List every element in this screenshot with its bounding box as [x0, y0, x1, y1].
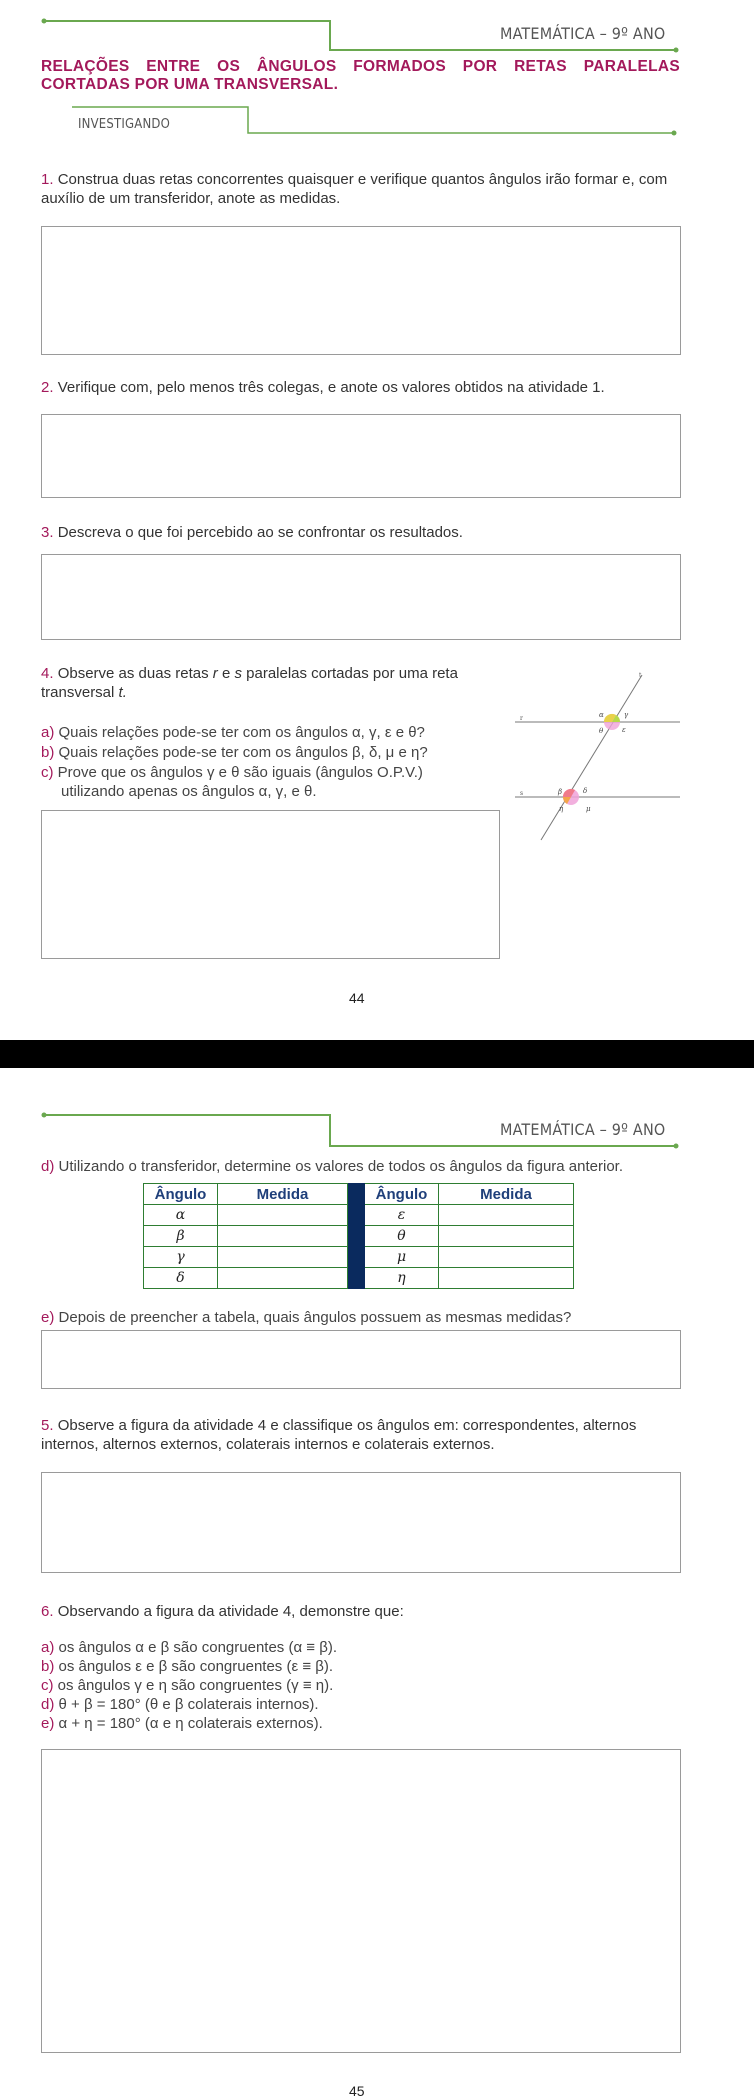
answer-box-3[interactable] — [41, 554, 681, 640]
question-4d-text: Utilizando o transferidor, determine os valores de todos os ângulos da figura anterior. — [58, 1158, 624, 1175]
question-4c-letter: c) — [41, 764, 54, 781]
question-6a — [41, 1638, 337, 1657]
measure-cell[interactable] — [218, 1205, 348, 1226]
question-3 — [41, 523, 681, 542]
angle-cell: γ — [144, 1247, 218, 1268]
angle-cell: ε — [365, 1205, 439, 1226]
question-3-text: Descreva o que foi percebido ao se confrontar os resultados. — [57, 524, 463, 541]
table-divider — [348, 1205, 365, 1226]
question-6c-letter: c) — [41, 1677, 54, 1694]
measure-cell[interactable] — [218, 1247, 348, 1268]
table-row — [144, 1268, 574, 1289]
label-r: r — [520, 715, 523, 722]
question-5 — [41, 1416, 681, 1454]
question-6e-letter: e) — [41, 1715, 55, 1732]
question-3-number: 3. — [41, 524, 54, 541]
page1-title: RELAÇÕES ENTRE OS ÂNGULOS FORMADOS POR RETAS PARALELAS CORTADAS POR UMA TRANSVERSAL. — [41, 58, 680, 93]
angles-table — [143, 1183, 574, 1289]
table-divider — [348, 1226, 365, 1247]
question-4d — [41, 1157, 701, 1176]
col-header-angle-1: Ângulo — [144, 1184, 218, 1205]
table-divider — [348, 1268, 365, 1289]
question-4e-letter: e) — [41, 1309, 55, 1326]
angle-cell: θ — [365, 1226, 439, 1247]
angle-cell: η — [365, 1268, 439, 1289]
question-4-text-b: paralelas cortadas por uma reta — [246, 665, 458, 682]
label-alpha: α — [599, 711, 604, 719]
parallel-lines-figure — [515, 672, 680, 840]
question-6-text: Observando a figura da atividade 4, demonstre que: — [57, 1603, 404, 1620]
question-5-text: Observe a figura da atividade 4 e classifique os ângulos em: correspondentes, alternos internos, alternos externos, colaterais internos e colaterais externos. — [41, 1417, 637, 1453]
measure-cell[interactable] — [439, 1268, 574, 1289]
answer-box-6[interactable] — [41, 1749, 681, 2053]
question-4b-text: Quais relações pode-se ter com os ângulos β, δ, μ e η? — [58, 744, 428, 761]
page1-header-title: MATEMÁTICA – 9º ANO — [500, 24, 666, 43]
question-4c — [41, 763, 423, 782]
question-4-s: s — [234, 665, 242, 682]
measure-cell[interactable] — [439, 1247, 574, 1268]
question-6 — [41, 1602, 681, 1621]
question-6a-letter: a) — [41, 1639, 55, 1656]
question-1-number: 1. — [41, 171, 54, 188]
label-gamma: γ — [624, 711, 629, 719]
question-2-text: Verifique com, pelo menos três colegas, e anote os valores obtidos na atividade 1. — [57, 379, 605, 396]
question-6b-text: os ângulos ε e β são congruentes (ε ≡ β). — [58, 1658, 334, 1675]
label-eta: η — [559, 805, 564, 813]
question-4e — [41, 1308, 701, 1327]
question-4-t: t. — [118, 684, 127, 701]
section-label: INVESTIGANDO — [78, 117, 171, 132]
label-theta: θ — [599, 727, 604, 735]
label-s: s — [520, 790, 524, 797]
question-1-text: Construa duas retas concorrentes quaisquer e verifique quantos ângulos irão formar e, com auxílio de um transferidor, anote as medidas. — [41, 171, 668, 207]
question-6c — [41, 1676, 333, 1695]
page-number-44: 44 — [349, 990, 365, 1006]
col-header-measure-1: Medida — [218, 1184, 348, 1205]
question-4-e: e — [221, 665, 231, 682]
table-row — [144, 1247, 574, 1268]
question-4c-text: Prove que os ângulos γ e θ são iguais (ângulos O.P.V.) — [57, 764, 423, 781]
table-row — [144, 1226, 574, 1247]
question-4c-text-2: utilizando apenas os ângulos α, γ, e θ. — [61, 783, 317, 800]
label-epsilon: ε — [622, 726, 626, 734]
question-6a-text: os ângulos α e β são congruentes (α ≡ β). — [58, 1639, 338, 1656]
angle-cell: δ — [144, 1268, 218, 1289]
angle-cell: β — [144, 1226, 218, 1247]
measure-cell[interactable] — [218, 1226, 348, 1247]
col-header-angle-2: Ângulo — [365, 1184, 439, 1205]
answer-box-2[interactable] — [41, 414, 681, 498]
question-6-number: 6. — [41, 1603, 54, 1620]
question-4 — [41, 664, 511, 702]
question-4a-text: Quais relações pode-se ter com os ângulos α, γ, ε e θ? — [58, 724, 425, 741]
question-6d — [41, 1695, 319, 1714]
measure-cell[interactable] — [439, 1226, 574, 1247]
question-6d-text: θ + β = 180° (θ e β colaterais internos). — [58, 1696, 319, 1713]
table-row — [144, 1205, 574, 1226]
col-header-measure-2: Medida — [439, 1184, 574, 1205]
question-4e-text: Depois de preencher a tabela, quais ângulos possuem as mesmas medidas? — [58, 1309, 572, 1326]
label-t: t — [639, 672, 642, 679]
angle-cell: μ — [365, 1247, 439, 1268]
question-1 — [41, 170, 681, 208]
question-4a — [41, 723, 425, 742]
question-6d-letter: d) — [41, 1696, 55, 1713]
label-mu: μ — [586, 805, 591, 813]
question-4d-letter: d) — [41, 1158, 55, 1175]
label-beta: β — [558, 788, 563, 796]
table-divider — [348, 1247, 365, 1268]
question-4-text-c: transversal — [41, 684, 115, 701]
question-4c-continued — [61, 782, 317, 801]
table-divider — [348, 1184, 365, 1205]
question-4a-letter: a) — [41, 724, 55, 741]
page-separator — [0, 1040, 754, 1068]
question-6b-letter: b) — [41, 1658, 55, 1675]
measure-cell[interactable] — [439, 1205, 574, 1226]
page-number-45: 45 — [349, 2083, 365, 2099]
measure-cell[interactable] — [218, 1268, 348, 1289]
question-6e-text: α + η = 180° (α e η colaterais externos). — [58, 1715, 323, 1732]
question-5-number: 5. — [41, 1417, 54, 1434]
answer-box-4[interactable] — [41, 810, 500, 959]
question-4-r: r — [212, 665, 218, 682]
question-6e — [41, 1714, 323, 1733]
label-delta: δ — [583, 787, 588, 795]
angle-cell: α — [144, 1205, 218, 1226]
question-4-number: 4. — [41, 665, 54, 682]
page2-header-title: MATEMÁTICA – 9º ANO — [500, 1120, 666, 1139]
answer-box-5[interactable] — [41, 1472, 681, 1573]
question-6c-text: os ângulos γ e η são congruentes (γ ≡ η). — [57, 1677, 334, 1694]
question-4-text-a: Observe as duas retas — [57, 665, 209, 682]
question-2 — [41, 378, 681, 397]
question-4b — [41, 743, 428, 762]
answer-box-4e[interactable] — [41, 1330, 681, 1389]
question-2-number: 2. — [41, 379, 54, 396]
question-4b-letter: b) — [41, 744, 55, 761]
question-6b — [41, 1657, 333, 1676]
answer-box-1[interactable] — [41, 226, 681, 355]
